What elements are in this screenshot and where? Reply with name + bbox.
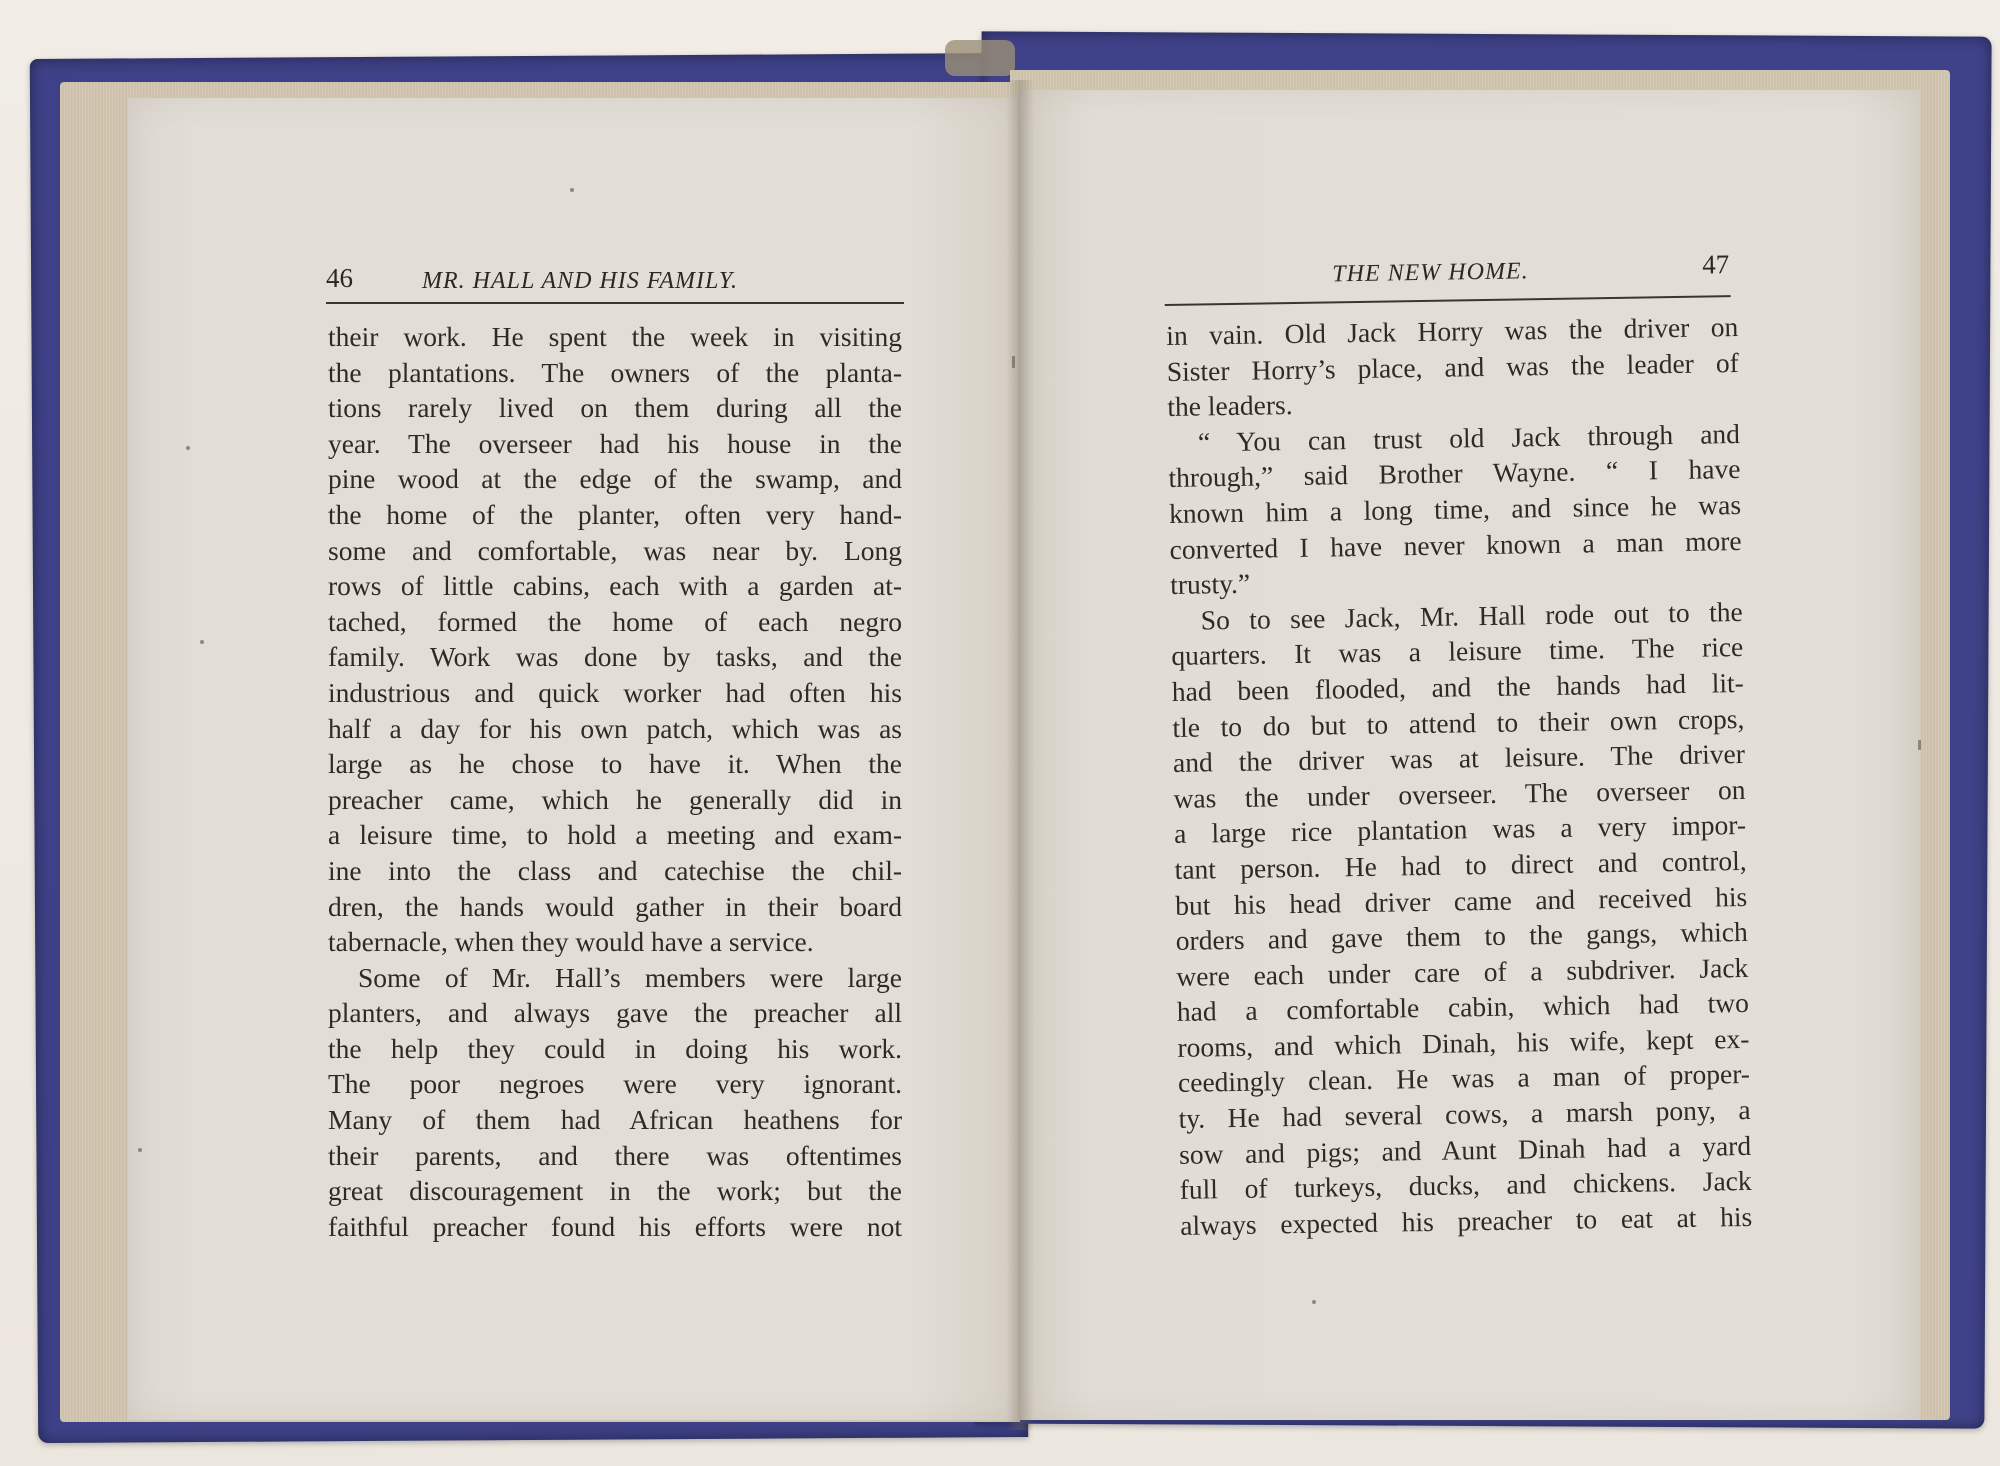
text-line: but his head driver came and received his bbox=[1174, 880, 1748, 921]
text-line: Some of Mr. Hall’s members were large bbox=[358, 961, 902, 993]
text-line: rooms, and which Dinah, his wife, kept ex- bbox=[1177, 1022, 1750, 1063]
text-line: tant person. He had to direct and control, bbox=[1174, 844, 1747, 885]
text-line: tached, formed the home of each negro bbox=[328, 605, 902, 637]
text-line: their work. He spent the week in visiting bbox=[328, 321, 902, 352]
right-running-head: THE NEW HOME. bbox=[1332, 258, 1529, 288]
worn-spine bbox=[945, 40, 1015, 76]
text-line: sow and pigs; and Aunt Dinah had a yard bbox=[1178, 1129, 1752, 1170]
book-gutter bbox=[1006, 80, 1034, 1430]
left-header-rule bbox=[326, 302, 904, 304]
text-line: ceedingly clean. He was a man of proper- bbox=[1177, 1058, 1751, 1099]
text-line: Many of them had African heathens for bbox=[328, 1104, 902, 1136]
text-line: quarters. It was a leisure time. The rice bbox=[1171, 631, 1744, 672]
text-line: had been flooded, and the hands had lit- bbox=[1171, 666, 1745, 707]
text-line: “ You can trust old Jack through and bbox=[1197, 417, 1741, 458]
text-line: family. Work was done by tasks, and the bbox=[328, 641, 902, 673]
text-line: planters, and always gave the preacher all bbox=[328, 997, 902, 1029]
text-line: ine into the class and catechise the chil- bbox=[328, 854, 902, 886]
left-page-number: 46 bbox=[326, 263, 353, 293]
text-line: pine wood at the edge of the swamp, and bbox=[328, 463, 902, 495]
text-line: their parents, and there was oftentimes bbox=[328, 1139, 902, 1171]
text-line: preacher came, which he generally did in bbox=[328, 783, 902, 815]
right-header-rule bbox=[1165, 295, 1731, 306]
text-line: great discouragement in the work; but the bbox=[328, 1175, 902, 1207]
right-header bbox=[1164, 247, 1741, 316]
text-line: The poor negroes were very ignorant. bbox=[328, 1068, 902, 1100]
text-line: the plantations. The owners of the planta- bbox=[328, 356, 902, 388]
text-line: the leaders. bbox=[1167, 389, 1293, 423]
text-line: rows of little cabins, each with a garden at- bbox=[328, 570, 902, 602]
left-page-text bbox=[328, 319, 902, 1244]
text-line: the home of the planter, often very hand- bbox=[328, 498, 902, 530]
text-line: a leisure time, to hold a meeting and exam- bbox=[328, 819, 902, 851]
text-line: half a day for his own patch, which was as bbox=[328, 712, 902, 744]
text-line: tle to do but to attend to their own crops, bbox=[1172, 702, 1745, 743]
text-line: a large rice plantation was a very impor- bbox=[1173, 809, 1747, 850]
text-line: large as he chose to have it. When the bbox=[328, 748, 902, 780]
text-line: and the driver was at leisure. The driver bbox=[1172, 738, 1746, 779]
text-line: trusty.” bbox=[1169, 567, 1251, 601]
text-line: the help they could in doing his work. bbox=[328, 1032, 902, 1064]
text-line: in vain. Old Jack Horry was the driver on bbox=[1166, 311, 1739, 351]
text-line: known him a long time, and since he was bbox=[1168, 488, 1742, 529]
text-line: full of turkeys, ducks, and chickens. Jack bbox=[1179, 1165, 1752, 1206]
text-line: tabernacle, when they would have a service. bbox=[328, 926, 814, 958]
left-running-head: MR. HALL AND HIS FAMILY. bbox=[422, 268, 739, 294]
text-line: were each under care of a subdriver. Jack bbox=[1176, 951, 1749, 992]
text-line: through,” said Brother Wayne. “ I have bbox=[1168, 453, 1741, 494]
text-line: always expected his preacher to eat at his bbox=[1180, 1200, 1753, 1241]
text-line: converted I have never known a man more bbox=[1169, 524, 1742, 565]
text-line: year. The overseer had his house in the bbox=[328, 427, 902, 459]
text-line: tions rarely lived on them during all the bbox=[328, 392, 902, 424]
text-line: So to see Jack, Mr. Hall rode out to the bbox=[1200, 595, 1743, 636]
text-line: ty. He had several cows, a marsh pony, a bbox=[1178, 1093, 1751, 1134]
text-line: orders and gave them to the gangs, which bbox=[1175, 916, 1748, 957]
text-line: had a comfortable cabin, which had two bbox=[1176, 987, 1750, 1028]
right-page-number: 47 bbox=[1701, 249, 1730, 280]
text-line: dren, the hands would gather in their board bbox=[328, 890, 902, 922]
text-line: faithful preacher found his efforts were not bbox=[328, 1210, 902, 1242]
text-line: some and comfortable, was near by. Long bbox=[328, 534, 902, 566]
text-line: was the under overseer. The overseer on bbox=[1173, 773, 1746, 814]
text-line: industrious and quick worker had often his bbox=[328, 676, 902, 708]
text-line: Sister Horry’s place, and was the leader of bbox=[1166, 346, 1740, 387]
right-page-text bbox=[1166, 309, 1752, 1243]
